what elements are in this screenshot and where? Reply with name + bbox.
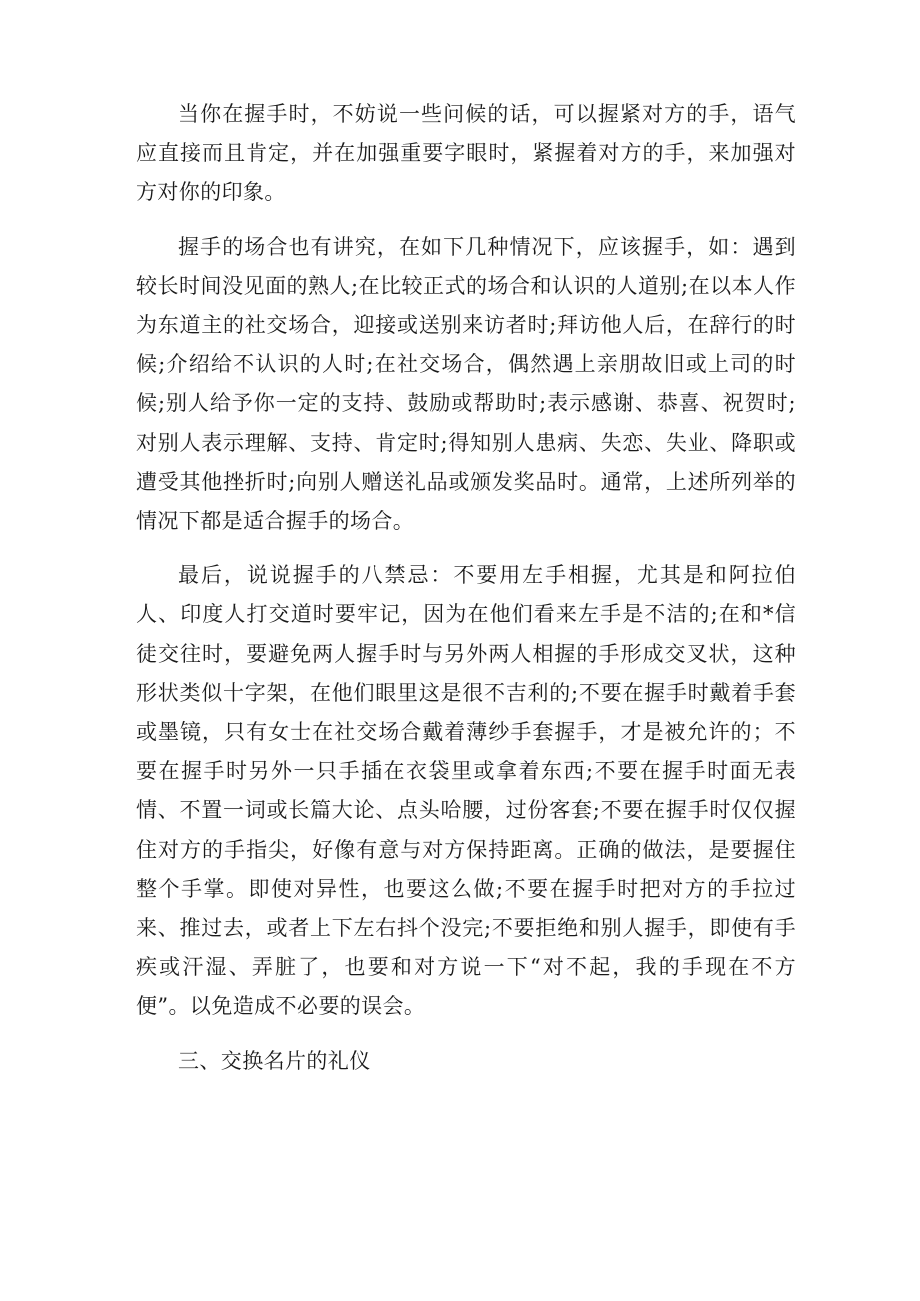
paragraph-handshake-occasions: 握手的场合也有讲究，在如下几种情况下，应该握手，如：遇到较长时间没见面的熟人;在比较正式的场合和认识的人道别;在以本人作为东道主的社交场合，迎接或送别来访者时;拜访他人后，在辞行的时候;介绍给不认识的人时;在社交场合，偶然遇上亲朋故旧或上司的时候;别人给予你一定的支持、鼓励或帮助时;表示感谢、恭喜、祝贺时;对别人表示理解、支持、肯定时;得知别人患病、失恋、失业、降职或遭受其他挫折时;向别人赠送礼品或颁发奖品时。通常，上述所列举的情况下都是适合握手的场合。 — [136, 234, 796, 534]
section-heading: 三、交换名片的礼仪 — [178, 1048, 371, 1073]
paragraph-handshake-taboos: 最后，说说握手的八禁忌：不要用左手相握，尤其是和阿拉伯人、印度人打交道时要牢记，因为在他们看来左手是不洁的;在和*信徒交往时，要避免两人握手时与另外两人相握的手形成交叉状，这种形状类似十字架，在他们眼里这是很不吉利的;不要在握手时戴着手套或墨镜，只有女士在社交场合戴着薄纱手套握手，才是被允许的；不要在握手时另外一只手插在衣袋里或拿着东西;不要在握手时面无表情、不置一词或长篇大论、点头哈腰，过份客套;不要在握手时仅仅握住对方的手指尖，好像有意与对方保持距离。正确的做法，是要握住整个手掌。即使对异性，也要这么做;不要在握手时把对方的手拉过来、推过去，或者上下左右抖个没完;不要拒绝和别人握手，即使有手疾或汗湿、弄脏了，也要和对方说一下“对不起，我的手现在不方便”。以免造成不必要的误会。 — [136, 563, 796, 1019]
paragraph-handshake-greeting: 当你在握手时，不妨说一些问候的话，可以握紧对方的手，语气应直接而且肯定，并在加强重要字眼时，紧握着对方的手，来加强对方对你的印象。 — [136, 102, 796, 205]
document-body — [136, 95, 796, 1096]
